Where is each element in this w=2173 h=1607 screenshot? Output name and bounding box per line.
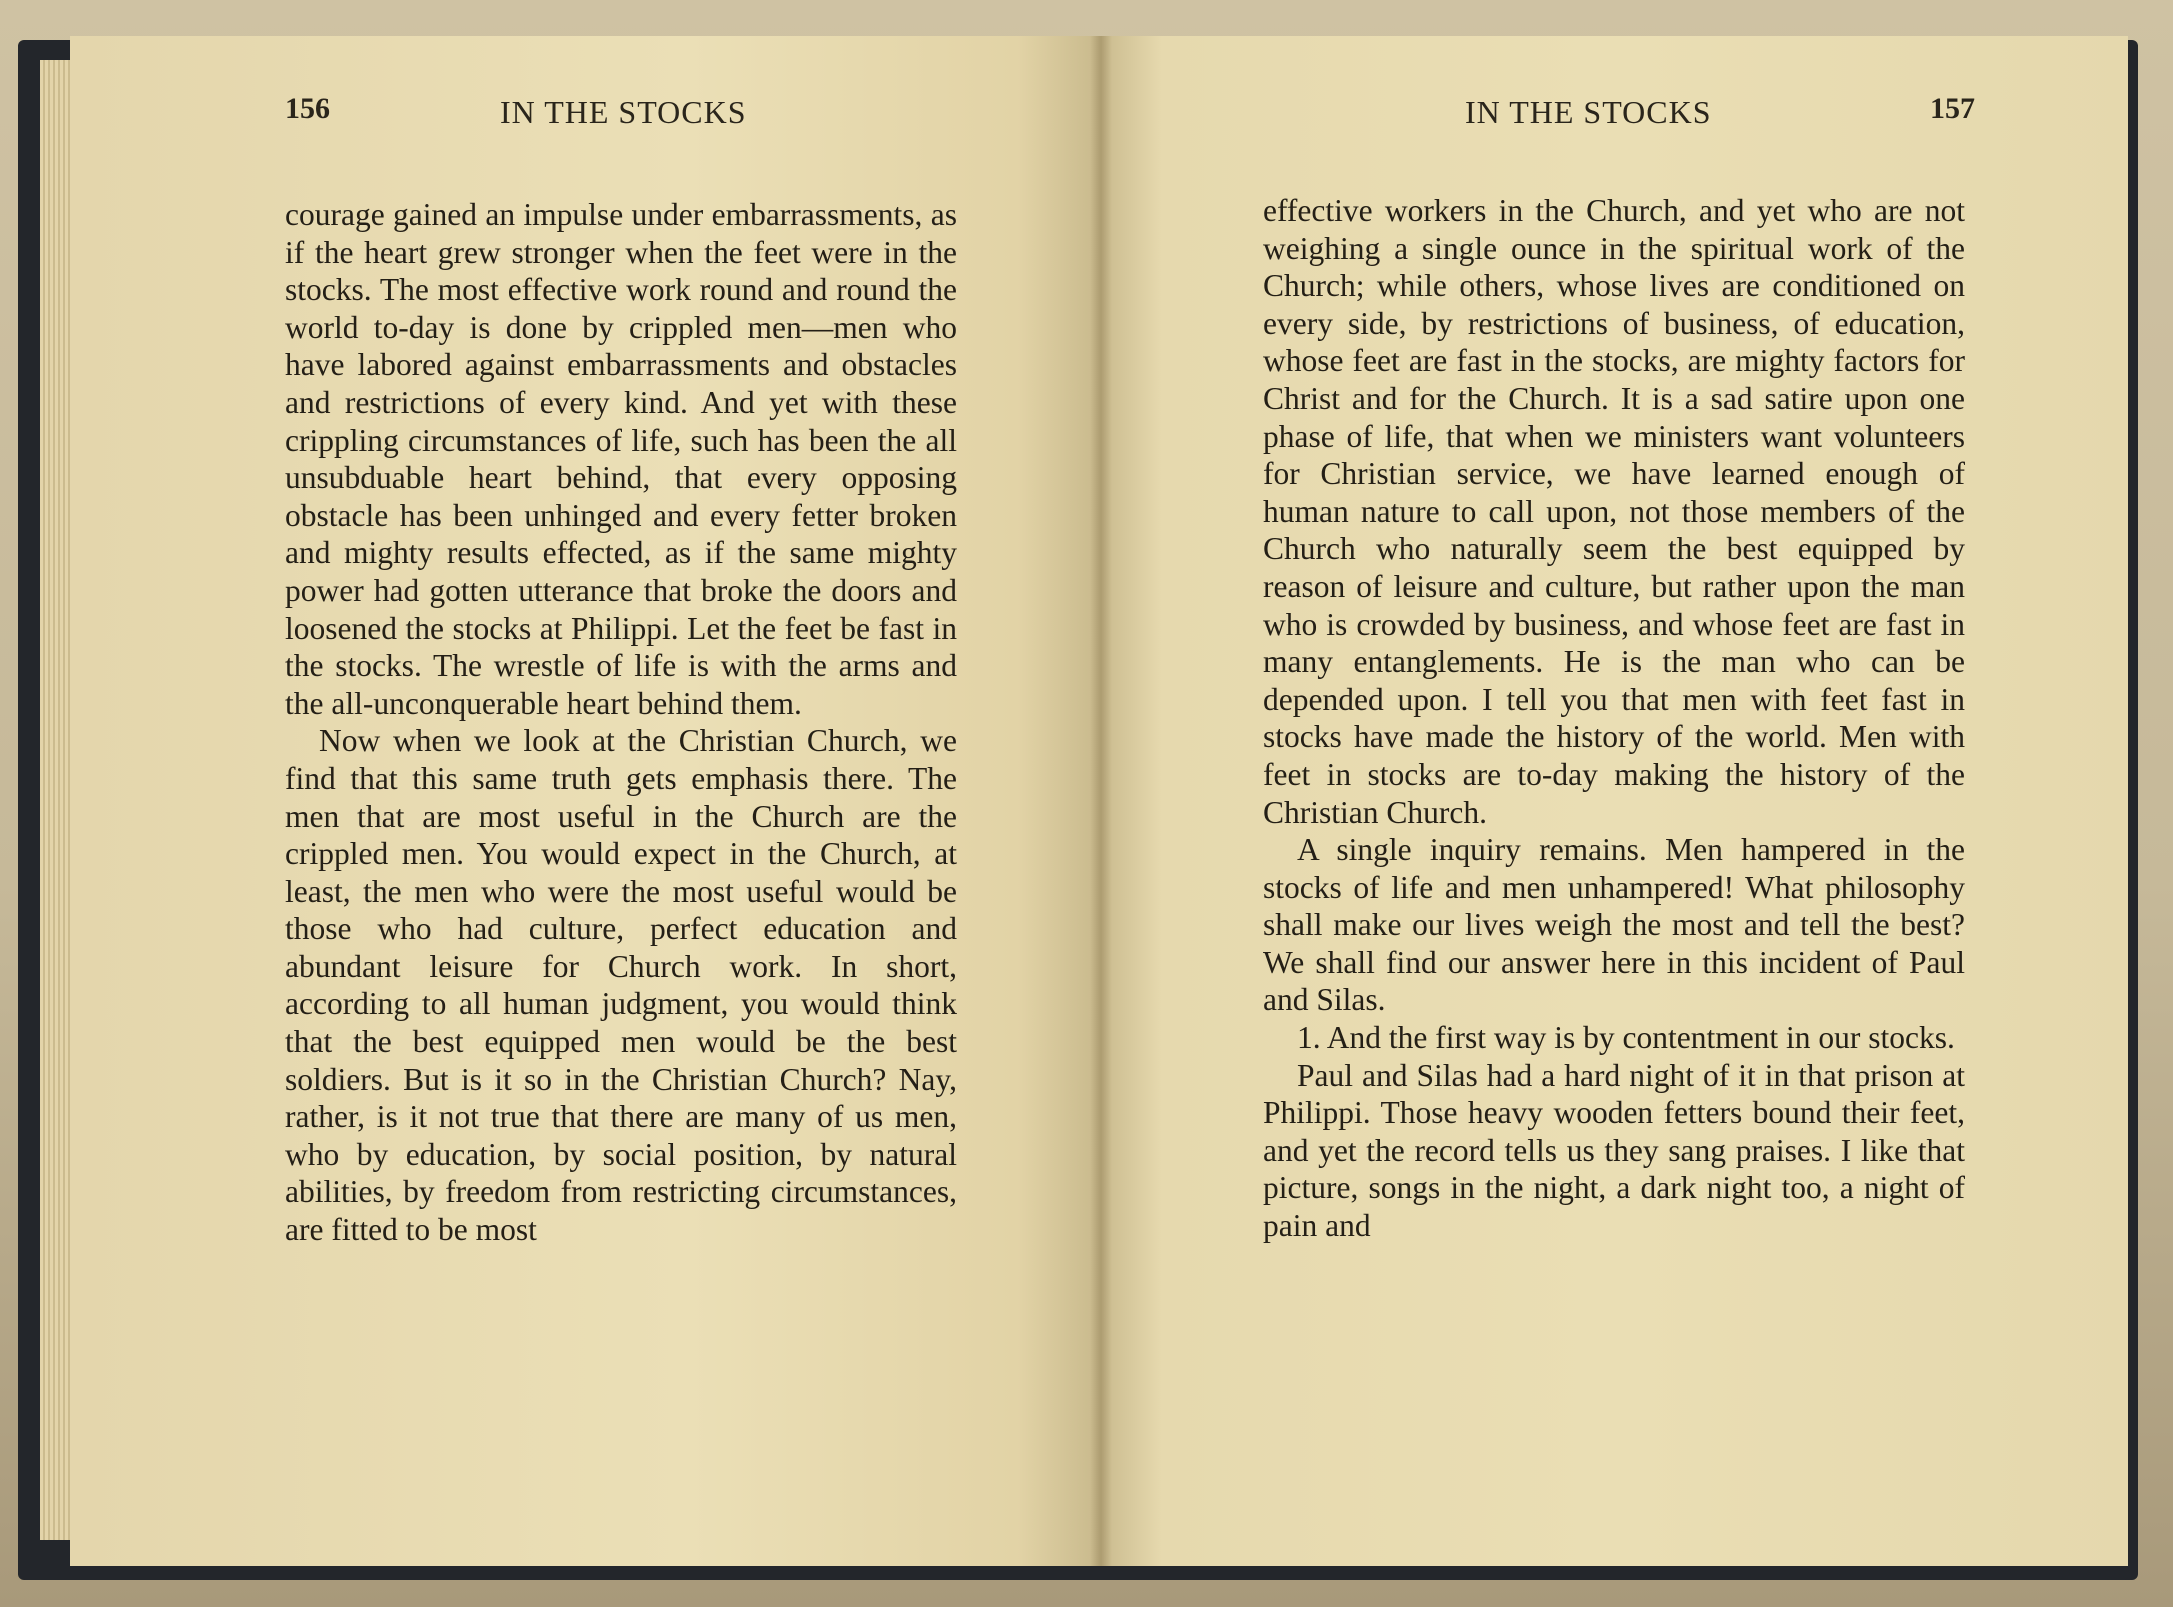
right-paragraph: A single inquiry remains. Men hampered in the stocks of life and men unhampered! What philosophy shall make our lives weigh the most and tell the best? We shall find our answer here in this incident of Paul and Silas. [1263, 832, 1965, 1018]
left-paragraph: Now when we look at the Christian Church, we find that this same truth gets emphasis there. The men that are most useful in the Church are the crippled men. You would expect in the Church, at least, the men who were the most useful would be those who had culture, perfect education and abundant leisure for Church work. In short, according to all human judgment, you would think that the best equipped men would be the best soldiers. But is it so in the Christian Church? Nay, rather, is it not true that there are many of us men, who by education, by social position, by natural abilities, by freedom from restricting circumstances, are fitted to be most [285, 723, 957, 1248]
right-paragraph: effective workers in the Church, and yet who are not weighing a single ounce in the spiritual work of the Church; while others, whose lives are conditioned on every side, by restrictions of business, of education, whose feet are fast in the stocks, are mighty factors for Christ and for the Church. It is a sad satire upon one phase of life, that when we ministers want volunteers for Christian service, we have learned enough of human nature to call upon, not those members of the Church who naturally seem the best equipped by reason of leisure and culture, but rather upon the man who is crowded by business, and whose feet are fast in many entanglements. He is the man who can be depended upon. I tell you that men with feet fast in stocks have made the history of the world. Men with feet in stocks are to-day making the history of the Christian Church. [1263, 193, 1965, 830]
right-paragraph: Paul and Silas had a hard night of it in that prison at Philippi. Those heavy wooden fetters bound their feet, and yet the record tells us they sang praises. I like that picture, songs in the night, a dark night too, a night of pain and [1263, 1057, 1965, 1244]
left-paragraph: courage gained an impulse under embarrassments, as if the heart grew stronger when the feet were in the stocks. The most effective work round and round the world to-day is done by crippled men—men who have labored against embarrassments and obstacles and restrictions of every kind. And yet with these crippling circumstances of life, such has been the all unsubduable heart behind, that every opposing obstacle has been unhinged and every fetter broken and mighty results effected, as if the same mighty power had gotten utterance that broke the doors and loosened the stocks at Philippi. Let the feet be fast in the stocks. The wrestle of life is with the arms and the all-unconquerable heart behind them. [285, 197, 957, 721]
book-gutter [1090, 36, 1112, 1566]
right-page-number: 157 [1930, 92, 1975, 125]
right-running-head [1255, 92, 1975, 142]
right-page-text [1263, 192, 1965, 1245]
right-running-title: IN THE STOCKS [1465, 94, 1712, 130]
left-page-number: 156 [285, 92, 330, 125]
right-paragraph: 1. And the first way is by contentment in our stocks. [1297, 1020, 1955, 1056]
left-page-text [285, 196, 957, 1249]
left-running-title: IN THE STOCKS [500, 94, 747, 130]
left-running-head [285, 92, 965, 142]
